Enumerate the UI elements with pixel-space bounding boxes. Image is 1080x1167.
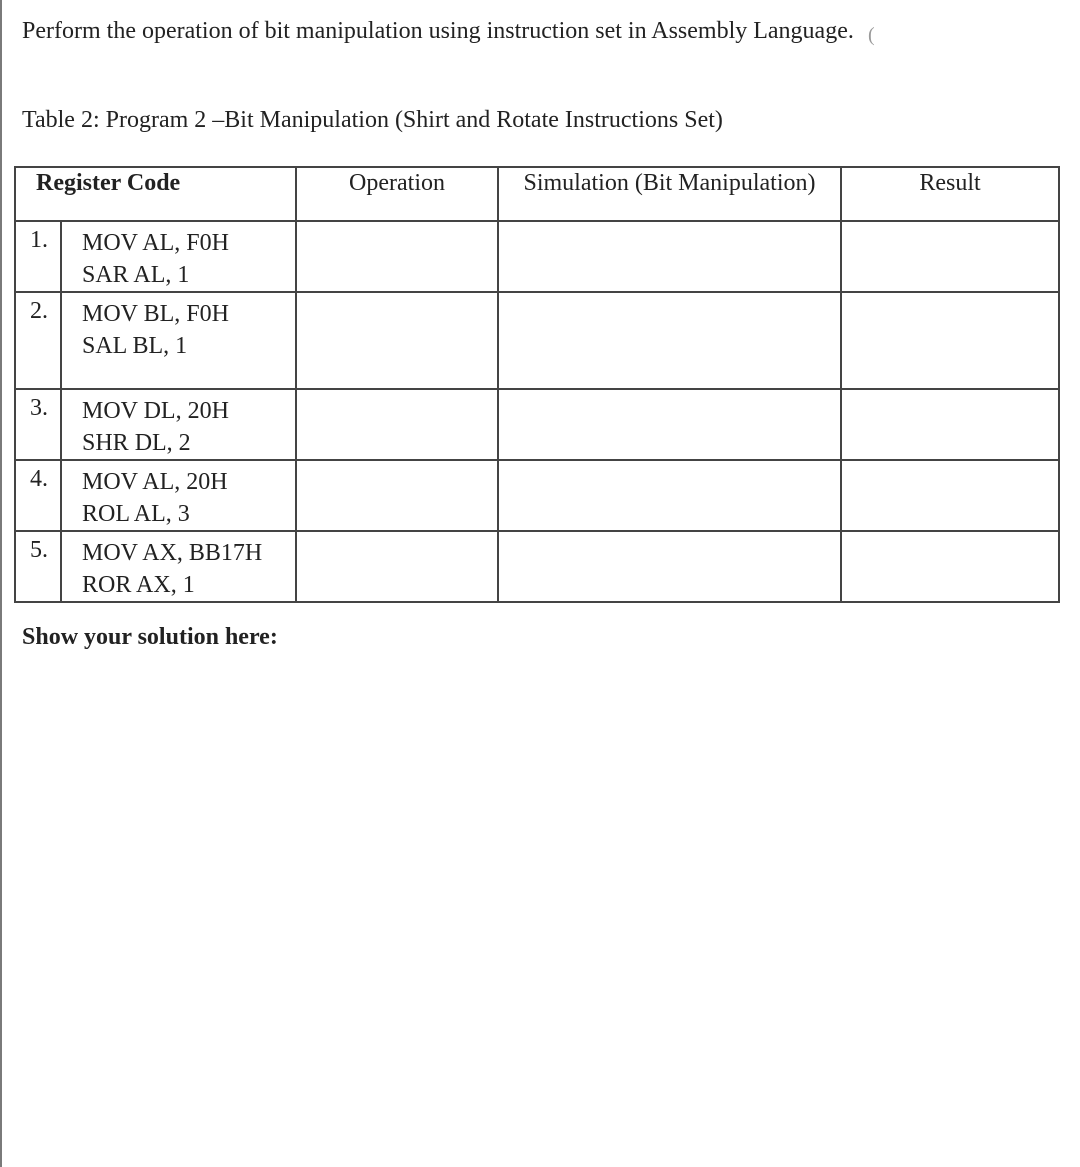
table-row (15, 221, 1059, 292)
result-cell[interactable] (841, 221, 1059, 292)
simulation-cell[interactable] (498, 389, 841, 460)
table-caption: Table 2: Program 2 –Bit Manipulation (Shirt and Rotate Instructions Set) (22, 107, 723, 133)
row-number: 4. (15, 460, 61, 531)
stray-mark: ( (868, 24, 875, 46)
header-result: Result (841, 167, 1059, 221)
table-header-row (15, 167, 1059, 221)
result-cell[interactable] (841, 389, 1059, 460)
code-line: ROR AX, 1 (82, 572, 195, 598)
simulation-cell[interactable] (498, 292, 841, 389)
instruction-text: Perform the operation of bit manipulation using instruction set in Assembly Language. (22, 18, 854, 44)
solution-label: Show your solution here: (22, 624, 278, 650)
header-register-code: Register Code (15, 167, 296, 221)
register-code-cell (61, 531, 296, 602)
table-row (15, 460, 1059, 531)
simulation-cell[interactable] (498, 531, 841, 602)
row-number: 2. (15, 292, 61, 389)
operation-cell[interactable] (296, 292, 498, 389)
register-code-cell (61, 460, 296, 531)
table-row (15, 389, 1059, 460)
register-code-cell (61, 221, 296, 292)
operation-cell[interactable] (296, 221, 498, 292)
result-cell[interactable] (841, 292, 1059, 389)
code-line: MOV DL, 20H (82, 398, 229, 424)
code-line: ROL AL, 3 (82, 501, 190, 527)
result-cell[interactable] (841, 460, 1059, 531)
operation-cell[interactable] (296, 460, 498, 531)
row-number: 3. (15, 389, 61, 460)
code-line: MOV BL, F0H (82, 301, 229, 327)
table-row (15, 292, 1059, 389)
simulation-cell[interactable] (498, 221, 841, 292)
row-number: 1. (15, 221, 61, 292)
operation-cell[interactable] (296, 531, 498, 602)
code-line: MOV AX, BB17H (82, 540, 263, 566)
header-simulation: Simulation (Bit Manipulation) (498, 167, 841, 221)
header-operation: Operation (296, 167, 498, 221)
code-line: MOV AL, 20H (82, 469, 228, 495)
register-code-cell (61, 389, 296, 460)
page-left-border (0, 0, 2, 1167)
bit-manipulation-table (14, 166, 1060, 603)
code-line: SAL BL, 1 (82, 333, 188, 359)
result-cell[interactable] (841, 531, 1059, 602)
row-number: 5. (15, 531, 61, 602)
code-line: SAR AL, 1 (82, 262, 190, 288)
operation-cell[interactable] (296, 389, 498, 460)
table-row (15, 531, 1059, 602)
register-code-cell (61, 292, 296, 389)
simulation-cell[interactable] (498, 460, 841, 531)
code-line: MOV AL, F0H (82, 230, 229, 256)
code-line: SHR DL, 2 (82, 430, 191, 456)
